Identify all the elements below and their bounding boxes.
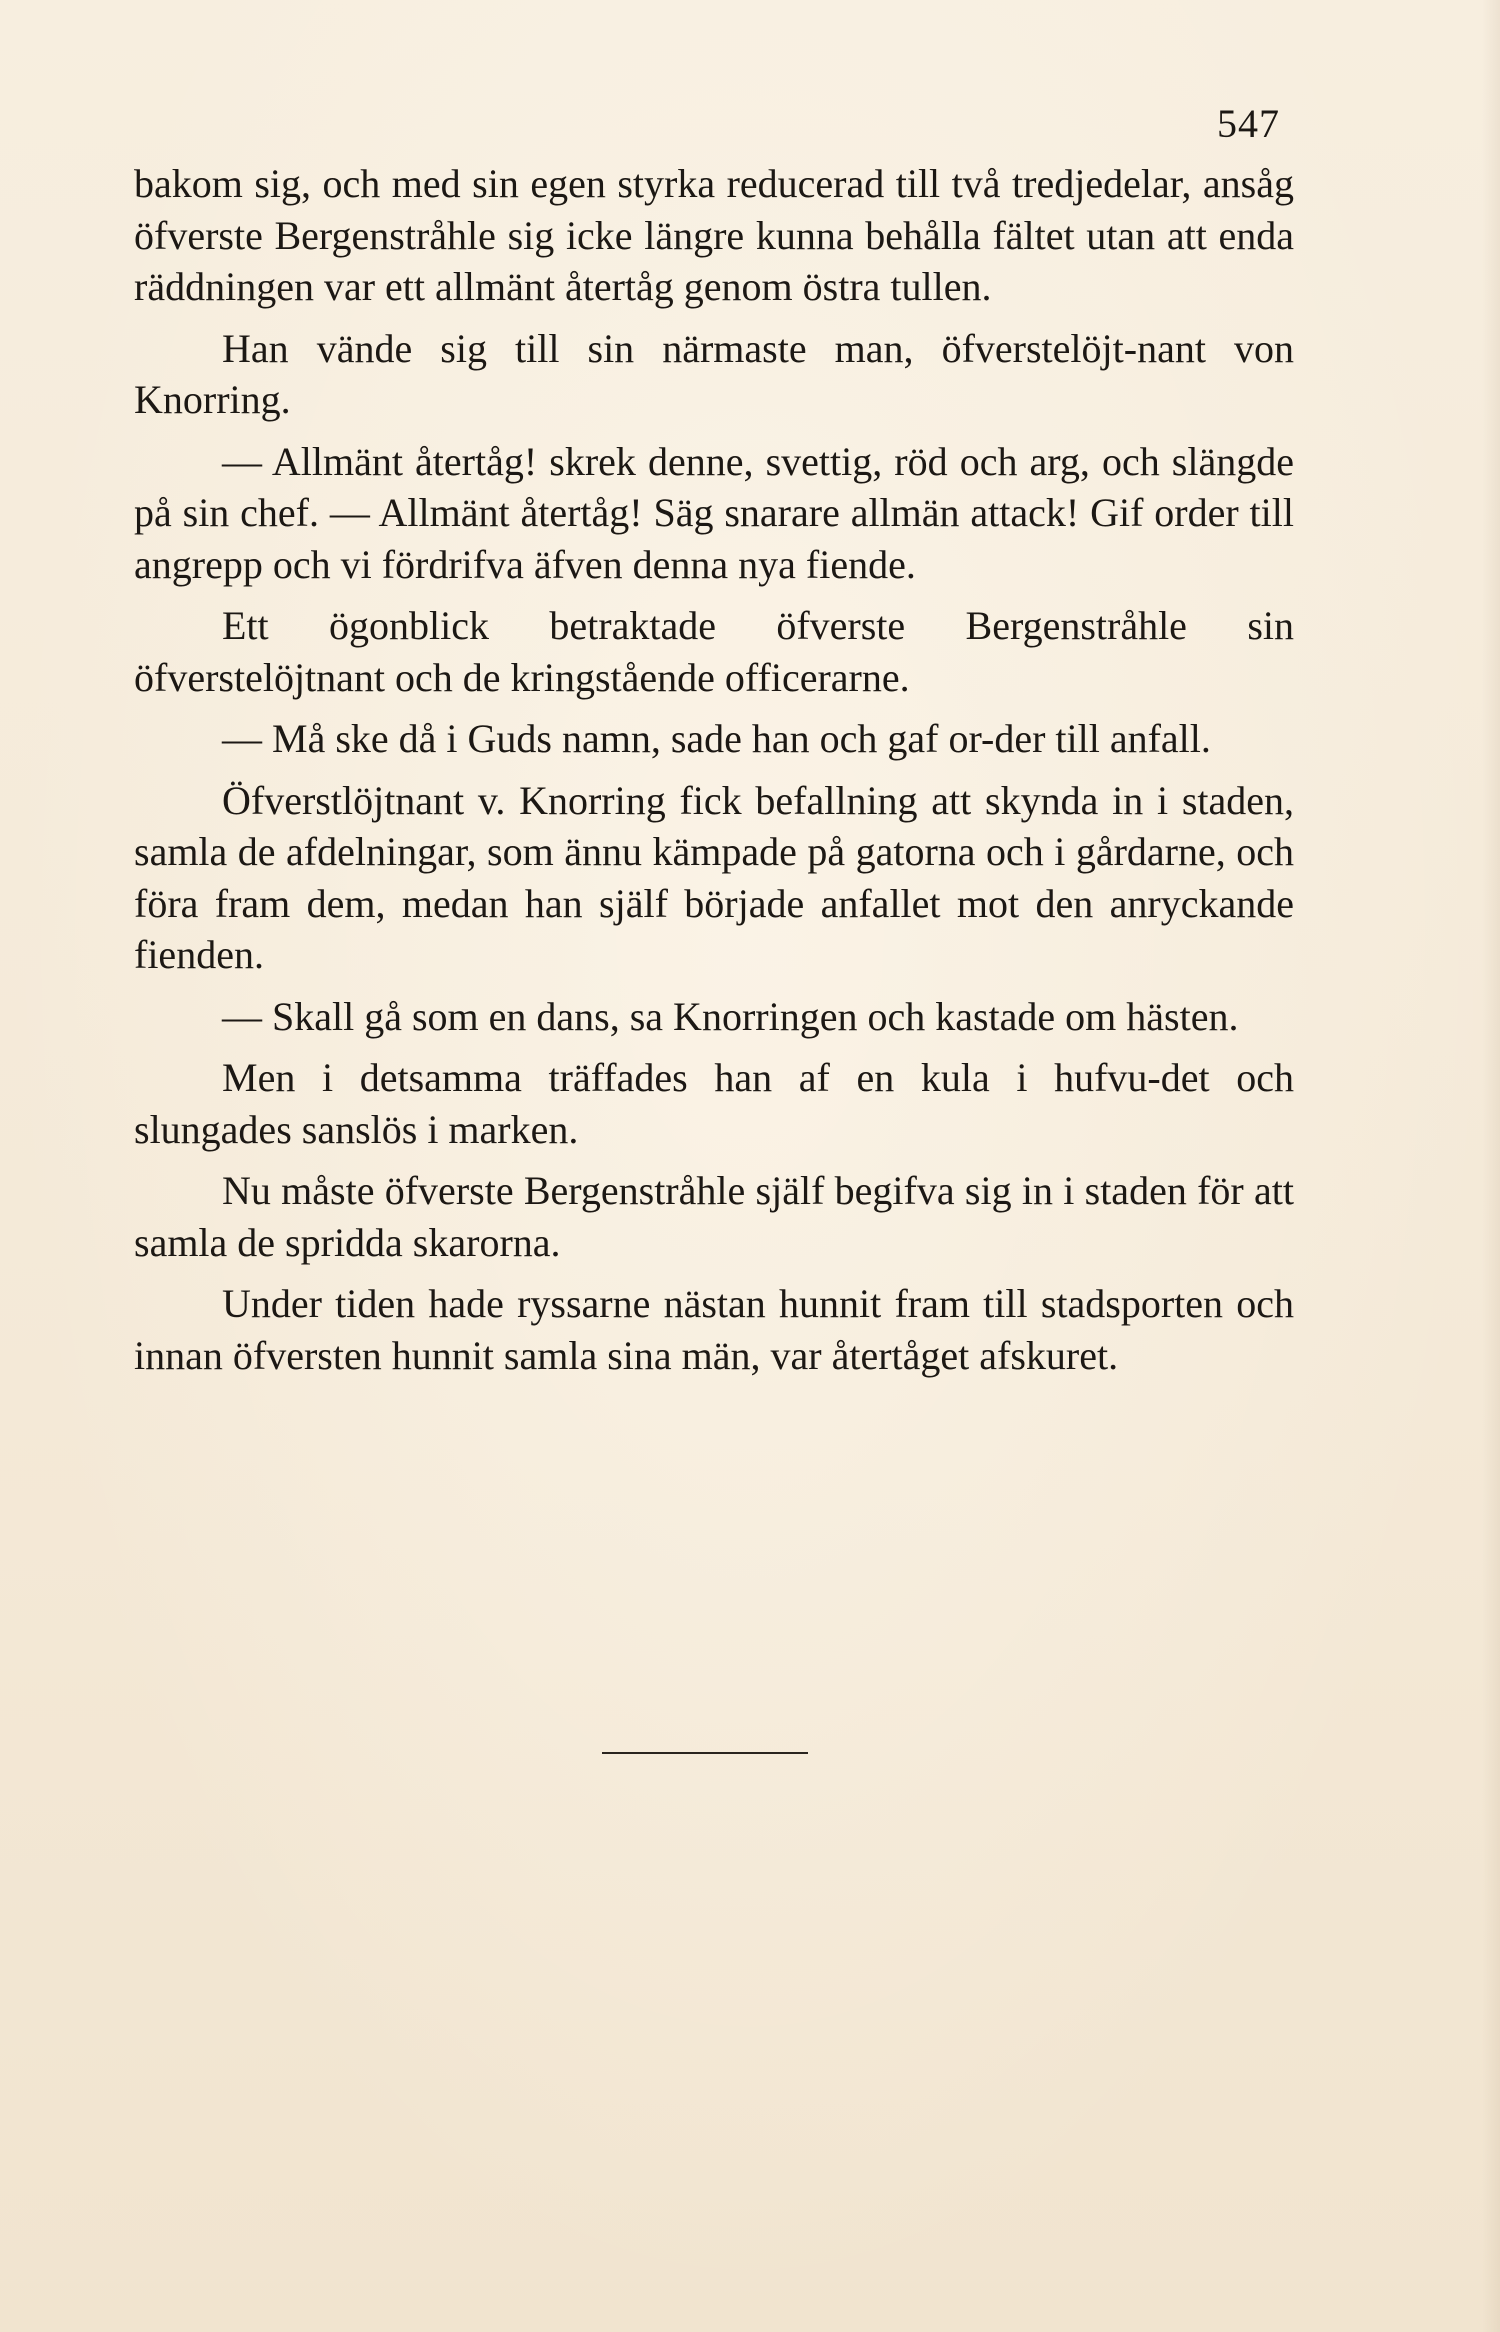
paragraph: — Allmänt återtåg! skrek denne, svettig, röd och arg, och slängde på sin chef. — Allmänt återtåg! Säg snarare allmän attack! Gif order till angrepp och vi fördrifva äfven denna nya fiende. xyxy=(134,438,1294,587)
paragraph: bakom sig, och med sin egen styrka reducerad till två tredjedelar, ansåg öfverste Bergenstråhle sig icke längre kunna behålla fältet utan att enda räddningen var ett allmänt återtåg genom östra tullen. xyxy=(134,161,1294,309)
paragraph: — Må ske då i Guds namn, sade han och gaf or-der till anfall. xyxy=(222,716,1211,761)
paragraph: Ett ögonblick betraktade öfverste Bergenstråhle sin öfverstelöjtnant och de kringstående officerarne. xyxy=(134,603,1294,700)
paragraph: — Skall gå som en dans, sa Knorringen och kastade om hästen. xyxy=(222,993,1239,1039)
paragraph: Nu måste öfverste Bergenstråhle själf begifva sig in i staden för att samla de spridda skarorna. xyxy=(134,1168,1294,1265)
paragraph: Under tiden hade ryssarne nästan hunnit fram till stadsporten och innan öfversten hunnit samla sina män, var återtåget afskuret. xyxy=(134,1281,1294,1378)
section-divider xyxy=(602,1752,808,1754)
paragraph: Men i detsamma träffades han af en kula i hufvu-det och slungades sanslös i marken. xyxy=(134,1055,1294,1152)
body-text xyxy=(134,158,1294,1391)
paragraph: Öfverstlöjtnant v. Knorring fick befallning att skynda in i staden, samla de afdelningar, som ännu kämpade på gatorna och i gårdarne, och föra fram dem, medan han själf började anfallet mot den anryckande fienden. xyxy=(134,777,1294,977)
page-number: 547 xyxy=(1217,101,1280,146)
paragraph: Han vände sig till sin närmaste man, öfverstelöjt-nant von Knorring. xyxy=(134,325,1294,422)
